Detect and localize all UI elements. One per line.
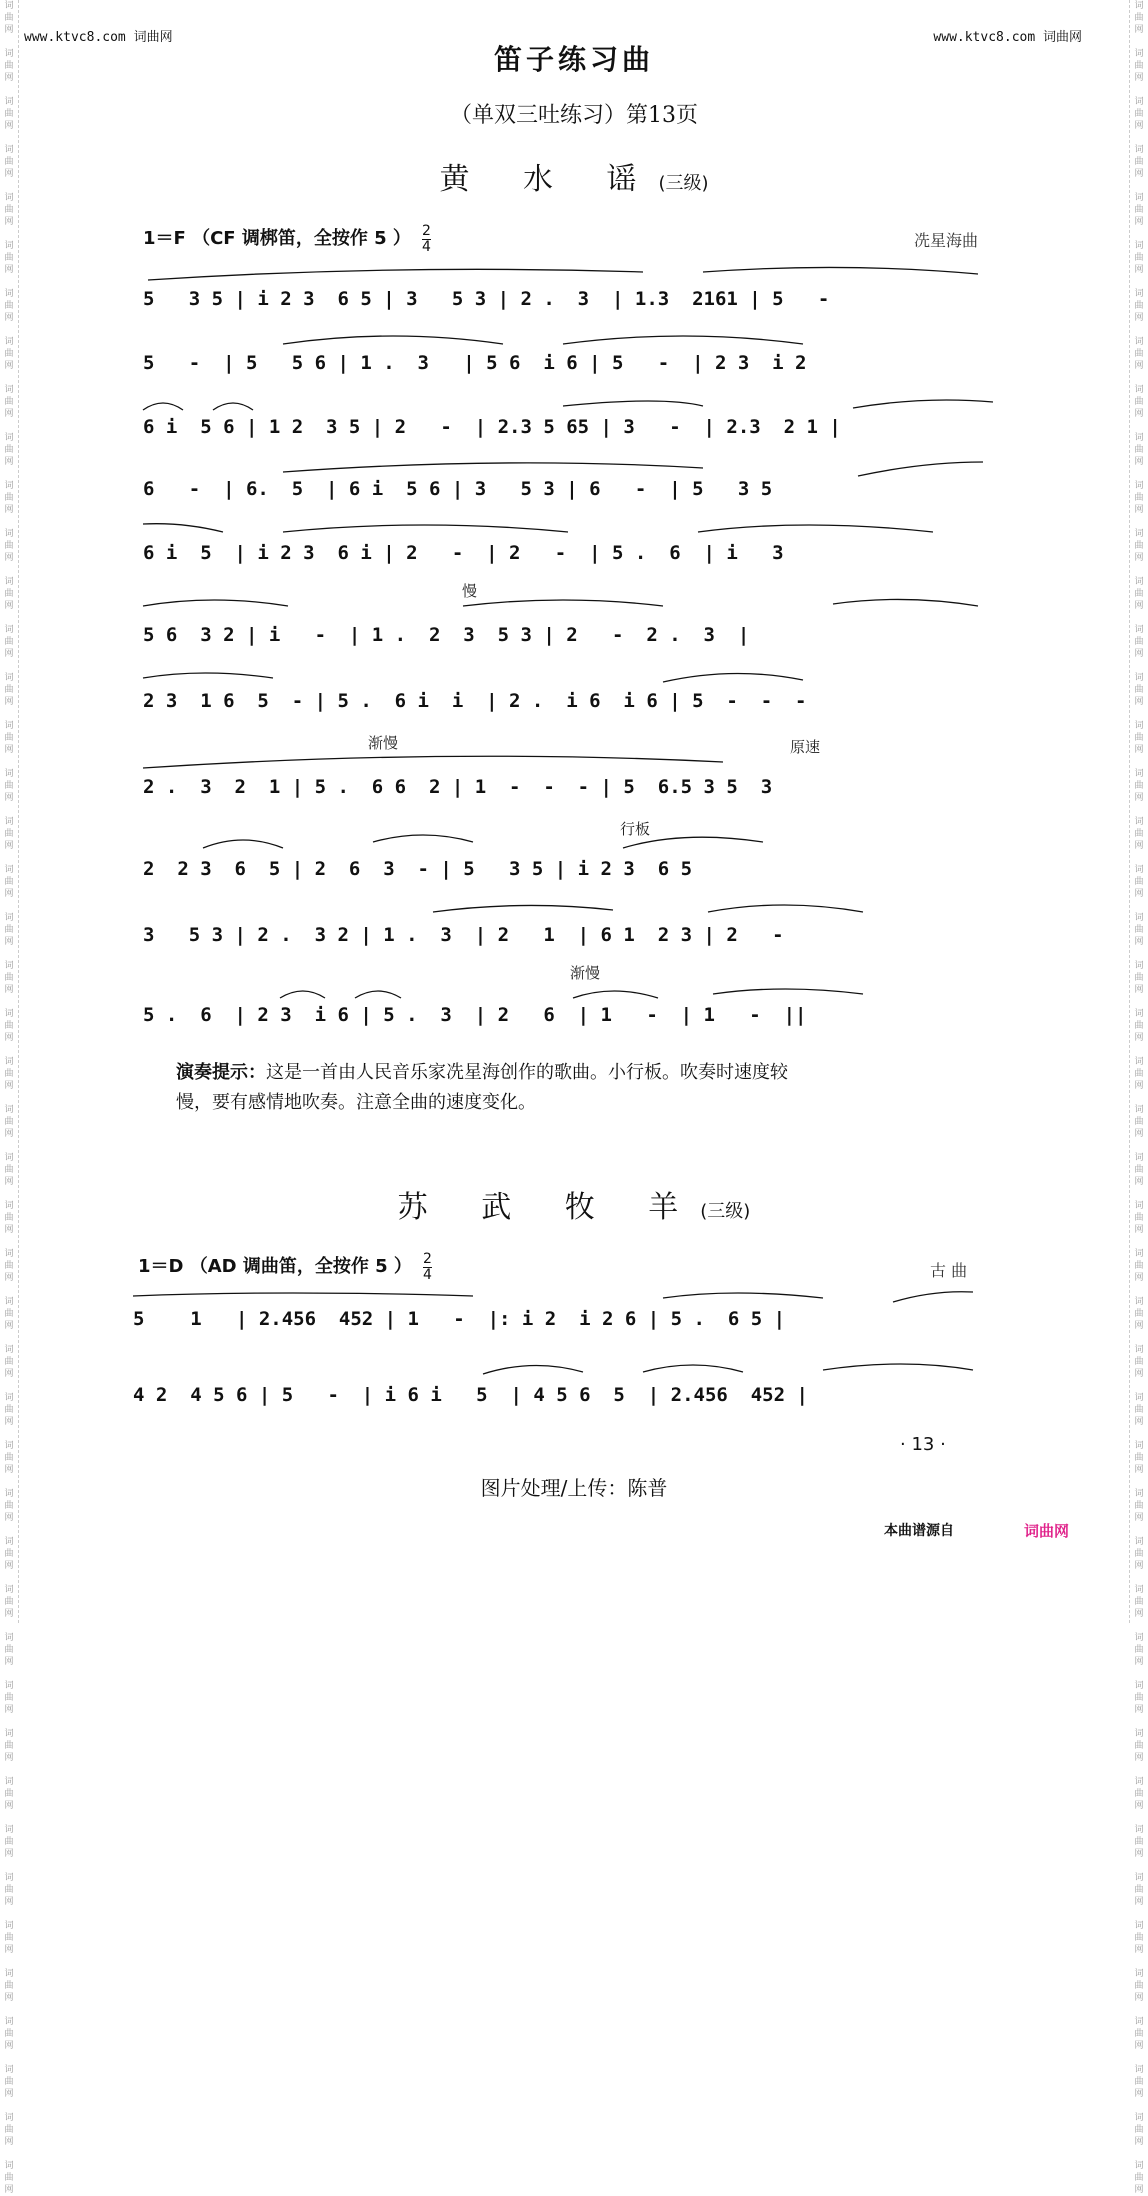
hint-text: 这是一首由人民音乐家冼星海创作的歌曲。小行板。吹奏时速度较慢，要有感情地吹奏。注意全曲的速度变化。: [176, 1062, 788, 1113]
header-right-url[interactable]: www.ktvc8.com 词曲网: [933, 30, 1082, 45]
page-subtitle: （单双三吐练习）第13页: [450, 103, 698, 128]
slur-line-1: [143, 262, 993, 284]
song1-key-line: [143, 224, 431, 255]
song1-staff-line-7: 2 3 1 6 5 - | 5 . 6 i i | 2 . i 6 i 6 | 5 - - -: [143, 690, 807, 712]
song1-staff-line-4: 6 - | 6. 5 | 6 i 5 6 | 3 5 3 | 6 - | 5 3 5: [143, 478, 773, 500]
song2-title-block: [0, 1182, 1148, 1226]
footer-source-label: 本曲谱源自: [884, 1523, 954, 1539]
hint-label: 演奏提示：: [176, 1062, 266, 1083]
song1-staff-line-10: 3 5 3 | 2 . 3 2 | 1 . 3 | 2 1 | 6 1 2 3 | 2 -: [143, 924, 784, 946]
slur-line-11: [143, 980, 993, 1002]
song1-staff-line-2: 5 - | 5 5 6 | 1 . 3 | 5 6 i 6 | 5 - | 2 3 i 2: [143, 352, 807, 374]
slur-line-4: [143, 456, 993, 478]
song1-staff-line-3: 6 i 5 6 | 1 2 3 5 | 2 - | 2.3 5 65 | 3 - | 2.3 2 1 |: [143, 416, 841, 438]
song1-staff-line-5: 6 i 5 | i 2 3 6 i | 2 - | 2 - | 5 . 6 | i 3: [143, 542, 784, 564]
slur-line-2: [143, 328, 993, 350]
performance-hint: [176, 1058, 796, 1118]
song1-time-signature: $\frac{2}{4}$: [422, 223, 431, 255]
song1-title-block: [0, 154, 1148, 198]
slur-line-7: [143, 664, 993, 686]
tempo-mark-original: 原速: [790, 738, 821, 756]
song2-staff-line-2: 4 2 4 5 6 | 5 - | i 6 i 5 | 4 5 6 5 | 2.456 452 |: [133, 1384, 808, 1406]
song1-composer: 冼星海曲: [914, 231, 979, 250]
upload-credit: 图片处理/上传：陈普: [480, 1476, 668, 1500]
song1-staff-line-6: 5 6 3 2 | i - | 1 . 2 3 5 3 | 2 - 2 . 3 |: [143, 624, 750, 646]
song1-staff-line-1: 5 3 5 | i 2 3 6 5 | 3 5 3 | 2 . 3 | 1.3 2161 | 5 -: [143, 288, 830, 310]
song1-staff-line-11: 5 . 6 | 2 3 i 6 | 5 . 3 | 2 6 | 1 - | 1 - ||: [143, 1004, 807, 1026]
tempo-mark-moderato: 行板: [620, 820, 651, 838]
slur-line-8: [143, 748, 993, 770]
slur-song2-line-2: [133, 1356, 983, 1378]
tempo-mark-gradual-slow: 渐慢: [368, 734, 399, 752]
header-left-url[interactable]: www.ktvc8.com 词曲网: [24, 30, 173, 45]
song1-staff-line-8: 2 . 3 2 1 | 5 . 6 6 2 | 1 - - - | 5 6.5 3 5 3: [143, 776, 773, 798]
page-title: 笛子练习曲: [493, 43, 654, 76]
slur-line-5: [143, 518, 993, 540]
song2-composer: 古 曲: [930, 1261, 968, 1280]
song1-grade: (三级): [658, 173, 709, 194]
song1-title: 黄 水 谣: [439, 162, 659, 197]
song2-title: 苏 武 牧 羊: [397, 1190, 701, 1225]
song2-staff-line-1: 5 1 | 2.456 452 | 1 - |: i 2 i 2 6 | 5 . 6 5 |: [133, 1308, 786, 1330]
song2-key-signature: 1＝D （AD 调曲笛，全按作 5 ）: [138, 1256, 412, 1277]
page-number: · 13 ·: [900, 1434, 946, 1455]
left-watermark-strip: [0, 0, 19, 2195]
slur-line-6: [143, 592, 993, 614]
song1-key-signature: 1＝F （CF 调梆笛，全按作 5 ）: [143, 228, 411, 249]
right-watermark-strip: [1129, 0, 1148, 2195]
slur-line-10: [143, 898, 993, 920]
slur-line-3: [143, 392, 993, 414]
tempo-mark-slow: 慢: [462, 582, 478, 600]
footer-source-site[interactable]: 词曲网: [1024, 1522, 1070, 1540]
slur-line-9: [143, 828, 993, 850]
watermark-text: 词 曲 网 词 曲 网 词 曲 网 词 曲 网 词 曲 网 词 曲 网 词 曲 网 词 曲 网 词 曲 网 词 曲 网 词 曲 网 词 曲 网 词 曲 网 词 曲 网 词 曲 网 词 曲 网 词 曲 网 词 曲 网 词 曲 网 词 曲 网 词 曲 网 词 曲 网 词 曲 网 词 曲 网 词 曲 网 词 曲 网 词 曲 网 词 曲 网 词 曲 网 词 曲 网 词 曲 网 词 曲 网 词 曲 网 词 曲 网 词 曲 网 词 曲 网 词 曲 网 词 曲 网 词 曲 网 词 曲 网 词 曲 网 词 曲 网 词 曲 网 词 曲 网 词 曲 网 词 曲 网: [1134, 1, 1144, 2195]
song2-time-signature: $\frac{2}{4}$: [423, 1251, 432, 1283]
song1-staff-line-9: 2 2 3 6 5 | 2 6 3 - | 5 3 5 | i 2 3 6 5: [143, 858, 693, 880]
tempo-mark-gradual-slow-2: 渐慢: [570, 964, 601, 982]
watermark-text: 词 曲 网 词 曲 网 词 曲 网 词 曲 网 词 曲 网 词 曲 网 词 曲 网 词 曲 网 词 曲 网 词 曲 网 词 曲 网 词 曲 网 词 曲 网 词 曲 网 词 曲 网 词 曲 网 词 曲 网 词 曲 网 词 曲 网 词 曲 网 词 曲 网 词 曲 网 词 曲 网 词 曲 网 词 曲 网 词 曲 网 词 曲 网 词 曲 网 词 曲 网 词 曲 网 词 曲 网 词 曲 网 词 曲 网 词 曲 网 词 曲 网 词 曲 网 词 曲 网 词 曲 网 词 曲 网 词 曲 网 词 曲 网 词 曲 网 词 曲 网 词 曲 网 词 曲 网 词 曲 网: [4, 1, 14, 2195]
song2-key-line: [138, 1252, 432, 1283]
song2-grade: (三级): [700, 1201, 751, 1222]
slur-song2-line-1: [133, 1286, 983, 1308]
